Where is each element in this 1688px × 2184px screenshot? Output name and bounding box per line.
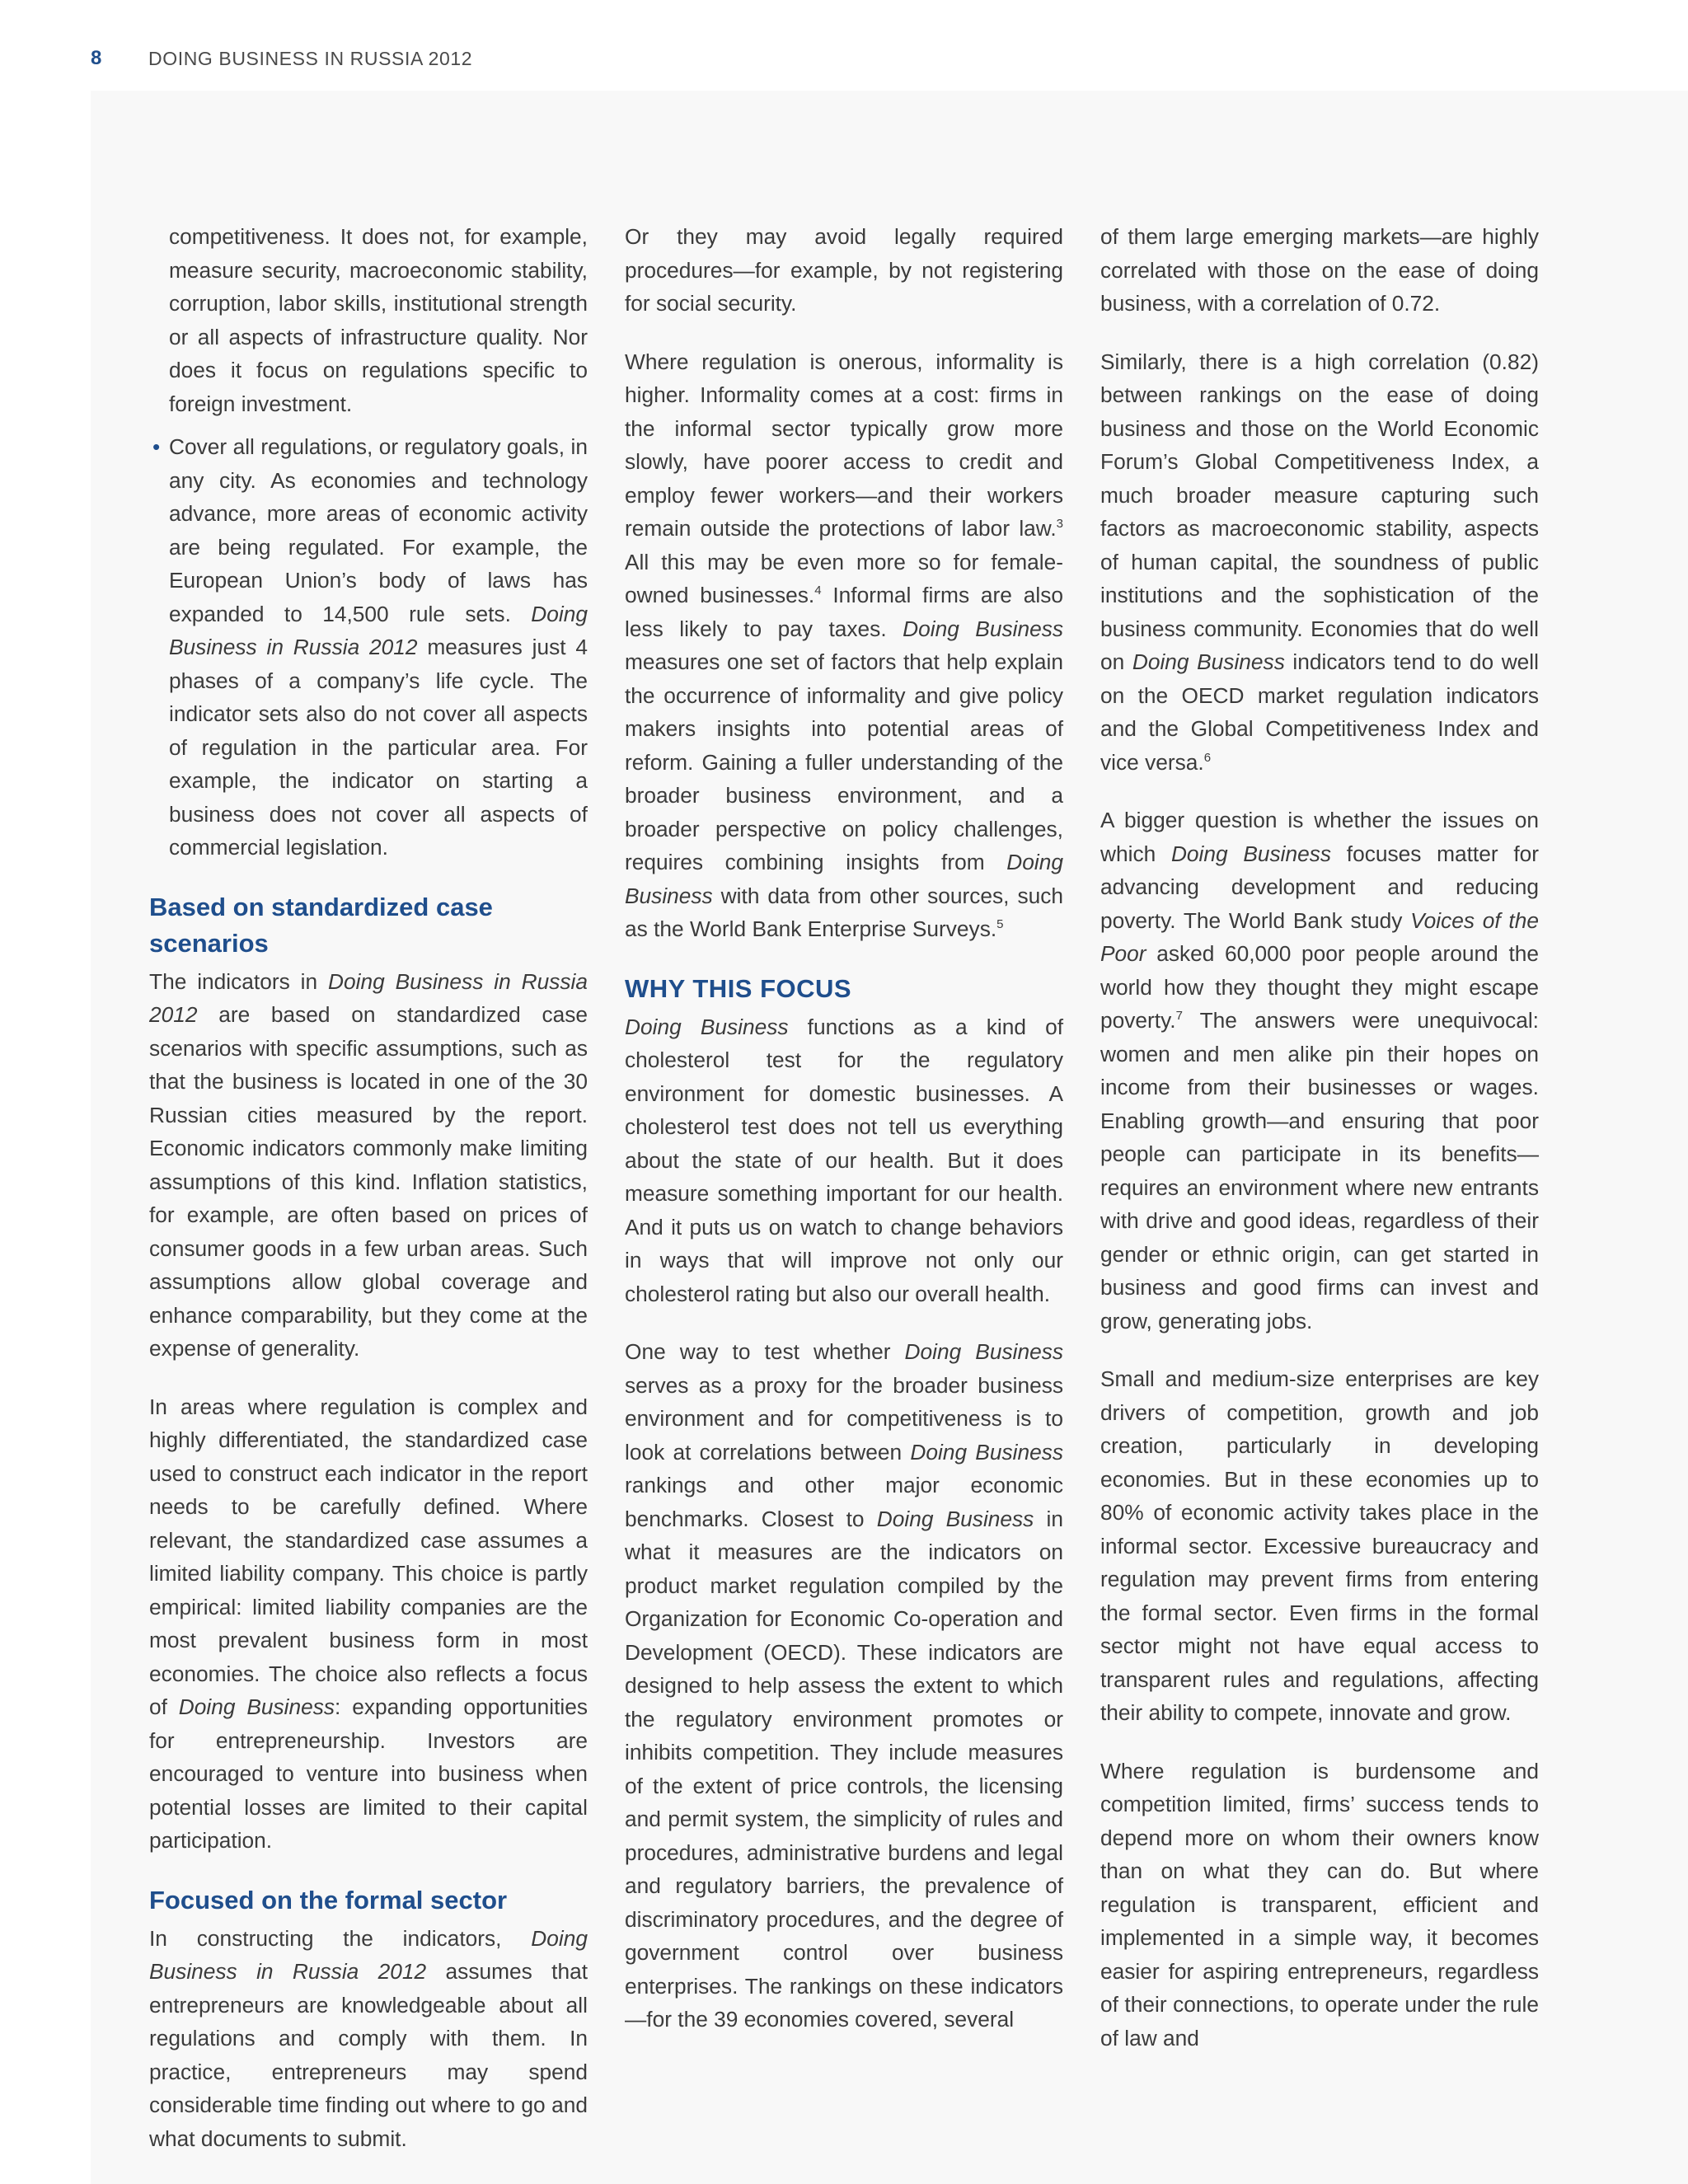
section-heading-standardized-case: Based on standardized case scenarios	[149, 892, 493, 958]
italic-title: Doing Business in Russia 2012	[149, 1925, 588, 1984]
text-run: The indicators in	[149, 968, 329, 994]
running-head-title: DOING BUSINESS IN RUSSIA 2012	[148, 48, 473, 69]
paragraph-cholesterol-test	[625, 1010, 1063, 1311]
italic-title: Doing Business	[1170, 841, 1332, 866]
footnote-ref: 4	[814, 583, 822, 598]
paragraph-reducing-poverty	[1100, 804, 1539, 1338]
section-heading-formal-sector: Focused on the formal sector	[149, 1885, 508, 1915]
text-run: with data from other sources, such as the World Bank Enterprise Surveys.	[625, 883, 1063, 941]
italic-title: Doing Business	[876, 1506, 1034, 1531]
paragraph-competitiveness-continued	[149, 220, 588, 420]
paragraph-constructing-indicators	[149, 1922, 588, 2156]
text-run: Similarly, there is a high correlation (0.82) between rankings on the ease of doing business and those on the World Economic Forum’s Global Competitiveness Index, a much broader measure capturing such factors as macroeconomic stability, aspects of human capital, the soundness of public institutions and the sophistication of the business community. Economies that do well on	[1100, 349, 1539, 674]
paragraph-small-medium-enterprises	[1100, 1362, 1539, 1730]
text-run: Informal firms are also less likely to pay taxes.	[625, 583, 1063, 641]
paragraph-standardized-case	[149, 965, 588, 1366]
text-run: serves as a proxy for the broader business environment and for competitiveness is to look at correlations between	[625, 1372, 1063, 1465]
text-column-2	[625, 220, 1063, 2036]
italic-title: Doing Business	[904, 1339, 1063, 1364]
bullet-marker: •	[152, 434, 161, 459]
italic-title: Doing Business	[903, 616, 1064, 641]
paragraph-correlations	[625, 1335, 1063, 2036]
italic-title: Doing Business	[178, 1694, 335, 1719]
paragraph-global-competitiveness	[1100, 345, 1539, 780]
section-heading-why-this-focus: WHY THIS FOCUS	[625, 973, 852, 1003]
footnote-ref: 7	[1175, 1009, 1183, 1023]
paragraph-burdensome-regulation	[1100, 1755, 1539, 2055]
text-run: competitiveness. It does not, for example, measure security, macroeconomic stability, corruption, labor skills, institutional strength or all aspects of infrastructure quality. Nor does it focus on regulations specific to foreign investment.	[169, 224, 588, 416]
text-run: Small and medium-size enterprises are key drivers of competition, growth and job creation, particularly in developing economies. But in these economies up to 80% of economic activity takes place in the informal sector. Excessive bureaucracy and regulation may prevent firms from entering the formal sector. Even firms in the formal sector might not have equal access to transparent rules and regulations, affecting their ability to compete, innovate and grow.	[1100, 1366, 1539, 1725]
italic-title: Doing Business	[625, 850, 1063, 908]
text-run: in what it measures are the indicators on product market regulation compiled by the Organization for Economic Co-operation and Development (OECD). These indicators are designed to help assess the extent to which the regulatory environment promotes or inhibits competition. They include measures of the extent of price controls, the licensing and permit system, the simplicity of rules and procedures, administrative burdens and legal and regulatory barriers, the prevalence of discriminatory procedures, and the degree of government control over business enterprises. The rankings on these indicators—for the 39 economies covered, several	[625, 1506, 1064, 2032]
text-column-3	[1100, 220, 1539, 2055]
paragraph-limited-liability	[149, 1390, 588, 1858]
text-run: Cover all regulations, or regulatory goals, in any city. As economies and technology advance, more areas of economic activity are being regulated. For example, the European Union’s body of laws has expanded to 14,500 rule sets.	[169, 434, 588, 626]
text-run: asked 60,000 poor people around the world how they thought they might escape poverty.	[1100, 941, 1539, 1033]
text-run: Where regulation is onerous, informality is higher. Informality comes at a cost: firms in the informal sector typically grow more slowly, have poorer access to credit and employ fewer workers—and their workers remain outside the protections of labor law.	[625, 349, 1063, 541]
text-run: In constructing the indicators,	[149, 1925, 532, 1951]
text-run: are based on standardized case scenarios with specific assumptions, such as that the business is located in one of the 30 Russian cities measured by the report. Economic indicators commonly make limiting assumptions of this kind. Inflation statistics, for example, are often based on prices of consumer goods in a few urban areas. Such assumptions allow global coverage and enhance comparability, but they come at the expense of generality.	[149, 1002, 588, 1361]
text-run: rankings and other major economic benchmarks. Closest to	[625, 1473, 1063, 1531]
text-run: Where regulation is burdensome and competition limited, firms’ success tends to depend more on whom their owners know than on what they can do. But where regulation is transparent, efficient and implemented in a simple way, it becomes easier for aspiring entrepreneurs, regardless of their connections, to operate under the rule of law and	[1100, 1758, 1539, 2050]
italic-title: Doing Business in Russia 2012	[149, 968, 588, 1027]
italic-title: Doing Business	[1132, 649, 1285, 674]
footnote-ref: 6	[1203, 750, 1212, 765]
text-run: measures one set of factors that help explain the occurrence of informality and give policy makers insights into potential areas of reform. Gaining a fuller understanding of the broader business environment, and a broader perspective on policy challenges, requires combining insights from	[625, 649, 1063, 874]
italic-title: Doing Business	[625, 1014, 789, 1039]
text-run: indicators tend to do well on the OECD market regulation indicators and the Global Competitiveness Index and vice versa.	[1100, 649, 1539, 775]
footnote-ref: 3	[1056, 517, 1063, 531]
text-run: One way to test whether	[625, 1339, 905, 1364]
text-run: In areas where regulation is complex and highly differentiated, the standardized case used to construct each indicator in the report needs to be carefully defined. Where relevant, the standardized case assumes a limited liability company. This choice is partly empirical: limited liability companies are the most prevalent business form in most economies. The choice also reflects a focus of	[149, 1394, 588, 1719]
text-run: The answers were unequivocal: women and men alike pin their hopes on income from their businesses or wages. Enabling growth—and ensuring that poor people can participate in its benefits—requires an environment where new entrants with drive and good ideas, regardless of their gender or ethnic origin, can get started in business and good firms can invest and grow, generating jobs.	[1100, 1008, 1539, 1333]
bullet-item-cover-all-regulations	[149, 430, 588, 865]
paragraph-avoid-procedures	[625, 220, 1063, 321]
paragraph-emerging-markets	[1100, 220, 1539, 321]
text-run: A bigger question is whether the issues on which	[1100, 808, 1539, 866]
footnote-ref: 5	[996, 917, 1004, 931]
paragraph-informality	[625, 345, 1063, 946]
italic-title: Doing Business	[910, 1439, 1063, 1465]
text-column-1	[149, 220, 588, 2155]
italic-title: Doing Business in Russia 2012	[169, 601, 588, 659]
text-run: : expanding opportunities for entrepreneurship. Investors are encouraged to venture into business when potential losses are limited to their capital participation.	[149, 1694, 588, 1853]
text-run: of them large emerging markets—are highly correlated with those on the ease of doing business, with a correlation of 0.72.	[1100, 224, 1539, 316]
text-run: Or they may avoid legally required procedures—for example, by not registering for social security.	[625, 224, 1063, 316]
text-run: assumes that entrepreneurs are knowledgeable about all regulations and comply with them. In practice, entrepreneurs may spend considerable time finding out where to go and what documents to submit.	[149, 1959, 588, 2151]
text-run: All this may be even more so for female-owned businesses.	[625, 549, 1063, 607]
text-run: measures just 4 phases of a company’s life cycle. The indicator sets also do not cover all aspects of regulation in the particular area. For example, the indicator on starting a business does not cover all aspects of commercial legislation.	[169, 635, 588, 860]
italic-title: Voices of the Poor	[1100, 907, 1539, 966]
page-number: 8	[91, 47, 102, 69]
text-run: functions as a kind of cholesterol test for the regulatory environment for domestic businesses. A cholesterol test does not tell us everything about the state of our health. But it does measure something important for our health. And it puts us on watch to change behaviors in ways that will improve not only our cholesterol rating but also our overall health.	[625, 1014, 1064, 1306]
text-run: focuses matter for advancing development and reducing poverty. The World Bank study	[1100, 841, 1540, 933]
